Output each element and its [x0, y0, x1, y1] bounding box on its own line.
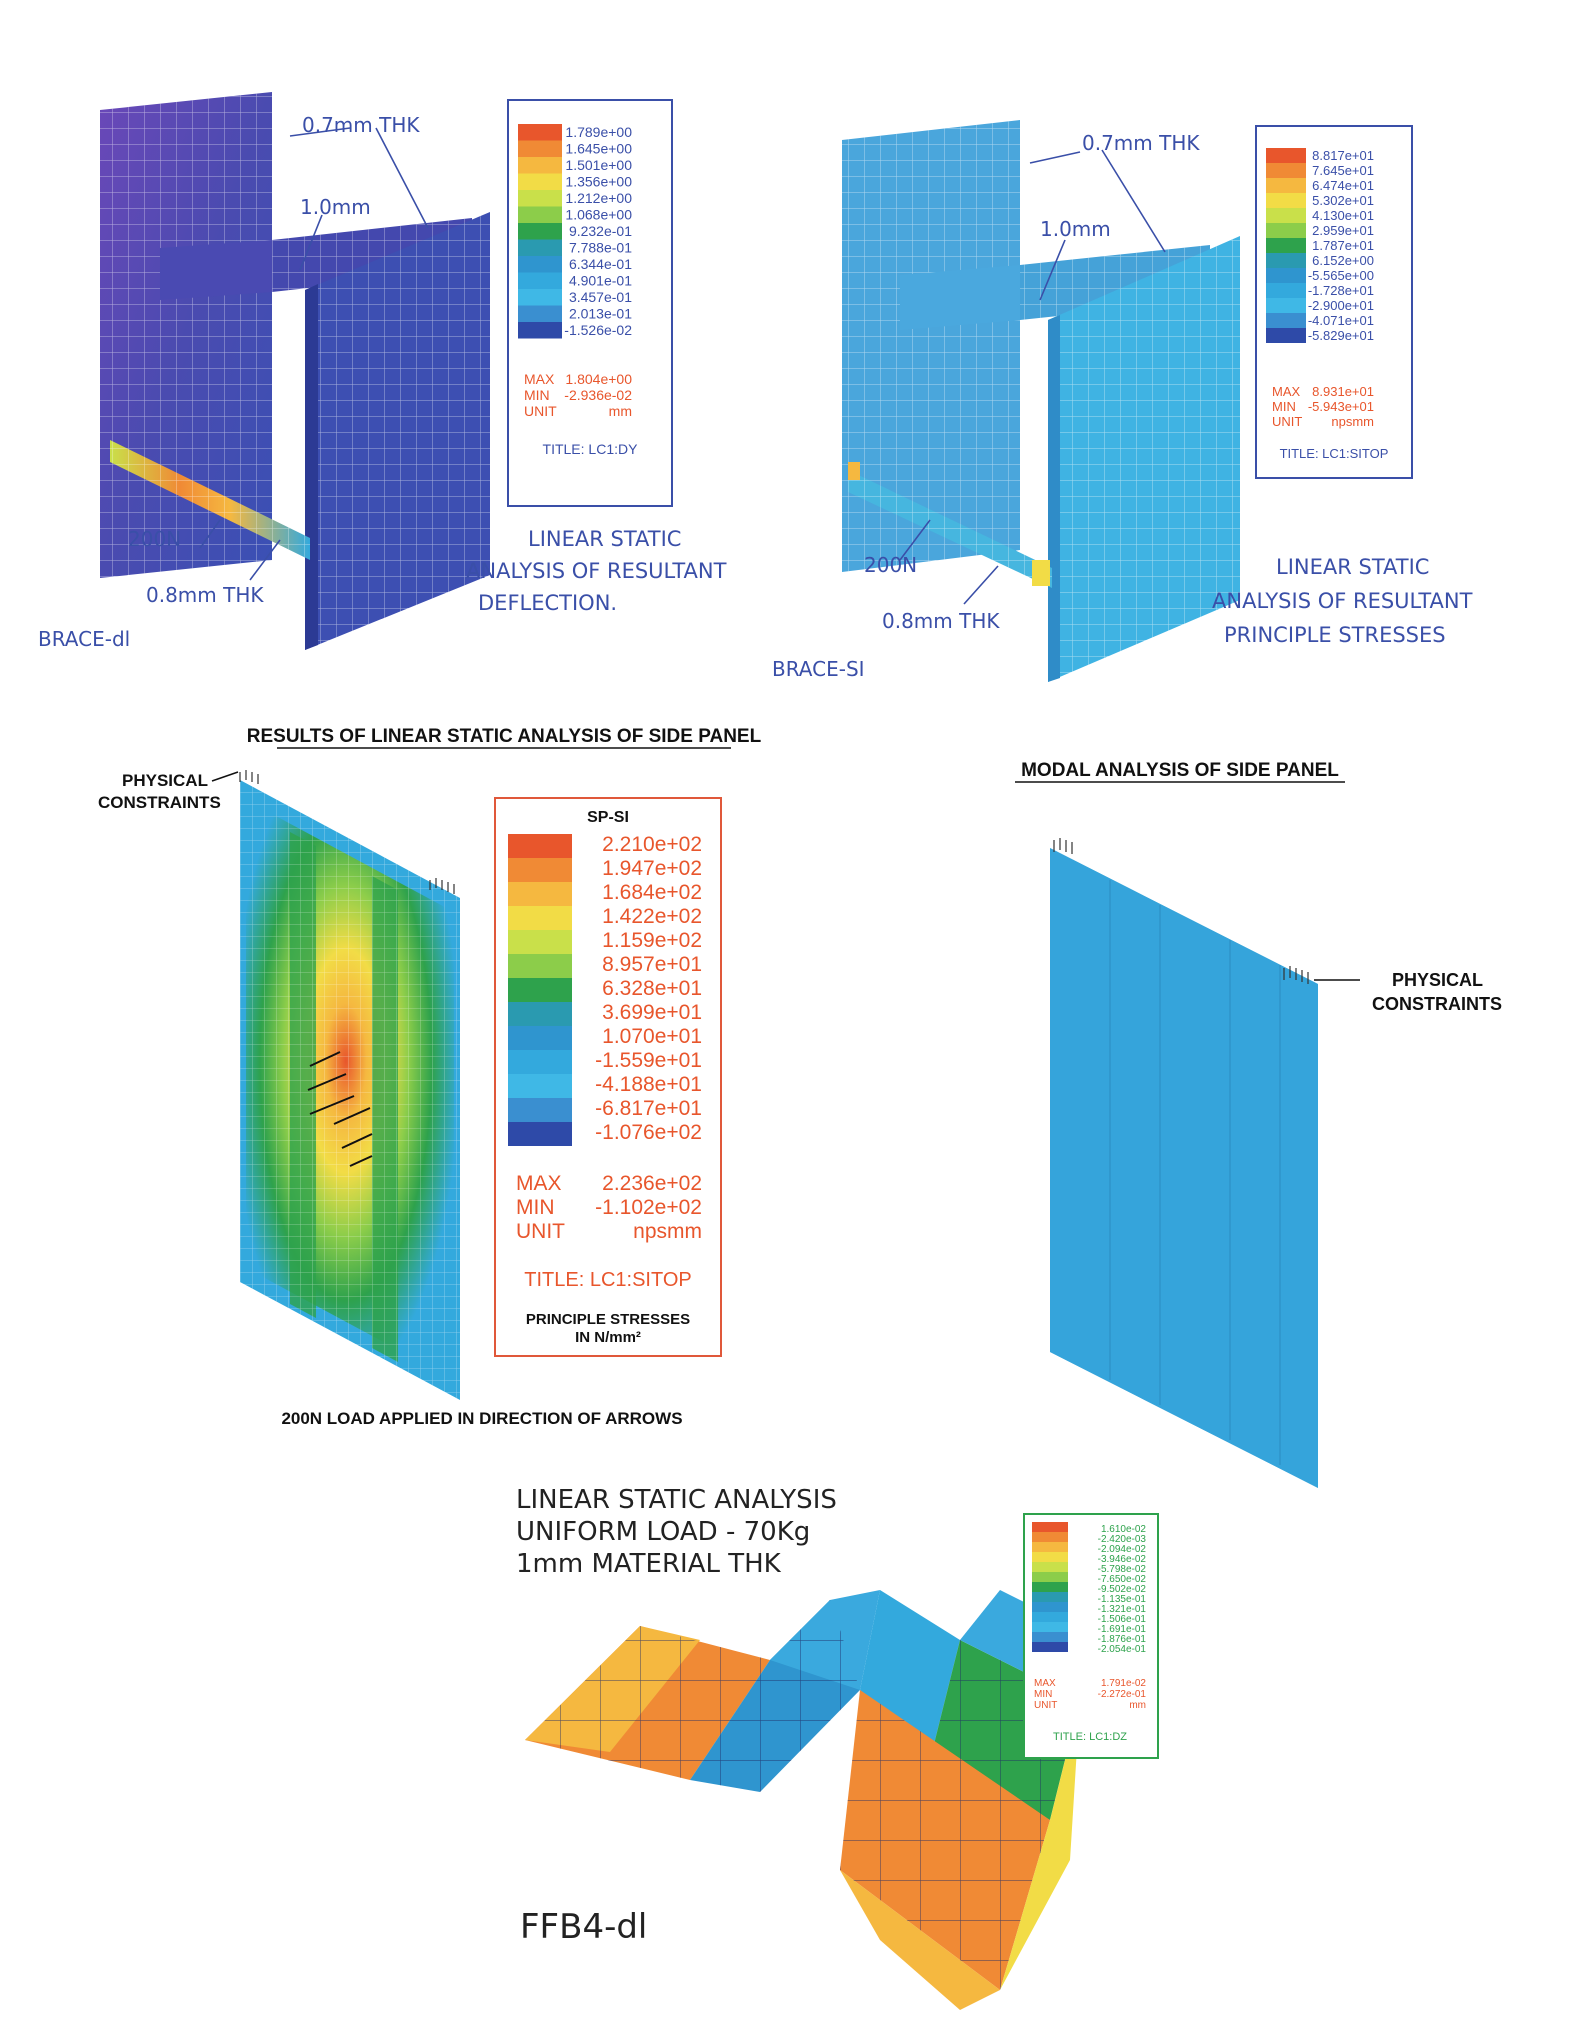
legend-swatch — [1266, 163, 1306, 178]
legend-value: 5.302e+01 — [1312, 193, 1374, 208]
caption-line-1: LINEAR STATIC ANALYSIS — [516, 1485, 837, 1515]
legend-title: TITLE: LC1:SITOP — [1279, 446, 1389, 461]
legend-value: -2.094e-02 — [1097, 1544, 1146, 1555]
color-legend-fig5 — [1024, 1514, 1158, 1758]
thk-brace-label: 0.8mm THK — [882, 609, 1000, 633]
legend-title: TITLE: LC1:DY — [542, 441, 638, 457]
legend-swatch — [1032, 1622, 1068, 1632]
legend-value: 1.070e+01 — [602, 1025, 702, 1048]
legend-value: -7.650e-02 — [1097, 1574, 1146, 1585]
legend-value: 1.610e-02 — [1100, 1524, 1146, 1535]
frame-model-stress — [842, 120, 1240, 682]
legend-title: TITLE: LC1:DZ — [1053, 1731, 1127, 1743]
figure-modal-analysis — [1015, 760, 1502, 1488]
legend-swatch — [1266, 268, 1306, 283]
legend-min-value: -2.272e-01 — [1097, 1689, 1146, 1700]
legend-swatch — [518, 207, 562, 224]
legend-swatch — [1266, 238, 1306, 253]
figure-id: BRACE-dl — [38, 627, 131, 651]
legend-min-label: MIN — [524, 387, 550, 403]
side-panel-model — [240, 770, 460, 1400]
legend-swatch — [1032, 1532, 1068, 1542]
legend-min-label: MIN — [516, 1196, 555, 1219]
legend-swatch — [1266, 253, 1306, 268]
legend-value: 3.457e-01 — [568, 289, 632, 305]
legend-note-line-2: IN N/mm² — [575, 1329, 641, 1346]
legend-swatch — [1266, 298, 1306, 313]
constraints-label-line-1: PHYSICAL — [1392, 970, 1484, 990]
caption-line-2: ANALYSIS OF RESULTANT — [466, 559, 727, 583]
legend-swatch — [1266, 178, 1306, 193]
legend-swatch — [518, 223, 562, 240]
legend-value: 3.699e+01 — [602, 1001, 702, 1024]
legend-value: 1.356e+00 — [565, 173, 632, 190]
legend-value: 1.947e+02 — [602, 857, 702, 880]
legend-value: 6.152e+00 — [1312, 253, 1374, 268]
legend-swatch — [1032, 1592, 1068, 1602]
legend-value: 9.232e-01 — [568, 223, 632, 239]
legend-value: 1.645e+00 — [565, 140, 632, 157]
constraints-label-line-1: PHYSICAL — [122, 771, 208, 790]
modal-panel-model — [1050, 838, 1318, 1488]
legend-value: -2.900e+01 — [1307, 298, 1374, 313]
figure-bracket-analysis — [516, 1485, 1158, 2010]
legend-swatch — [1266, 223, 1306, 238]
legend-swatch — [1032, 1612, 1068, 1622]
legend-value: 1.068e+00 — [565, 206, 632, 223]
legend-unit-label: UNIT — [516, 1220, 565, 1243]
legend-swatch — [508, 1002, 572, 1026]
legend-value: -2.054e-01 — [1097, 1644, 1146, 1655]
legend-swatch — [1032, 1562, 1068, 1572]
frame-model-deflection — [100, 92, 490, 650]
legend-swatch — [1032, 1582, 1068, 1592]
legend-swatch — [508, 834, 572, 858]
legend-value: -1.506e-01 — [1097, 1614, 1146, 1625]
legend-value: -1.321e-01 — [1097, 1604, 1146, 1615]
legend-value: 4.901e-01 — [568, 272, 632, 289]
legend-value: 2.013e-01 — [568, 305, 632, 322]
legend-value: -1.559e+01 — [595, 1049, 702, 1072]
legend-swatch — [508, 858, 572, 882]
load-label: 200N — [128, 527, 182, 551]
legend-max-value: 1.791e-02 — [1100, 1678, 1146, 1689]
legend-value: -4.188e+01 — [595, 1073, 702, 1096]
legend-value: 6.474e+01 — [1312, 178, 1374, 193]
legend-swatch — [518, 256, 562, 273]
legend-value: 1.787e+01 — [1312, 238, 1374, 253]
legend-value: -1.691e-01 — [1097, 1624, 1146, 1635]
caption-line-1: LINEAR STATIC — [1276, 555, 1430, 579]
legend-min-label: MIN — [1272, 399, 1296, 414]
legend-swatch — [1032, 1552, 1068, 1562]
thk-top-label: 0.7mm THK — [1082, 131, 1200, 155]
legend-note-line-1: PRINCIPLE STRESSES — [525, 1311, 691, 1328]
legend-value: -9.502e-02 — [1097, 1584, 1146, 1595]
legend-swatch — [508, 882, 572, 906]
legend-swatch — [518, 306, 562, 323]
legend-swatch — [1032, 1642, 1068, 1652]
legend-min-value: -2.936e-02 — [564, 387, 632, 403]
caption-line-2: UNIFORM LOAD - 70Kg — [516, 1517, 811, 1547]
legend-swatch — [1032, 1572, 1068, 1582]
caption-line-2: ANALYSIS OF RESULTANT — [1212, 589, 1473, 613]
legend-value: -1.876e-01 — [1097, 1634, 1146, 1645]
legend-value: -1.728e+01 — [1307, 283, 1374, 298]
legend-max-label: MAX — [524, 371, 555, 387]
thk-mid-label: 1.0mm — [300, 195, 371, 219]
legend-unit-label: UNIT — [524, 403, 557, 419]
legend-value: 7.645e+01 — [1312, 163, 1374, 178]
section-heading: RESULTS OF LINEAR STATIC ANALYSIS OF SIDE PANEL — [246, 726, 762, 747]
legend-swatch — [518, 141, 562, 158]
legend-value: 1.789e+00 — [565, 124, 632, 140]
legend-swatch — [1266, 328, 1306, 343]
legend-unit-value: mm — [1129, 1700, 1146, 1711]
legend-swatch — [1266, 313, 1306, 328]
legend-max-value: 8.931e+01 — [1312, 384, 1374, 399]
legend-swatch — [508, 954, 572, 978]
legend-swatch — [1266, 208, 1306, 223]
legend-value: -5.798e-02 — [1097, 1564, 1146, 1575]
legend-swatch — [508, 930, 572, 954]
legend-swatch — [1032, 1542, 1068, 1552]
legend-value: -1.135e-01 — [1097, 1594, 1146, 1605]
color-legend-fig1 — [508, 100, 672, 506]
legend-swatch — [518, 124, 562, 141]
legend-swatch — [508, 1122, 572, 1146]
legend-value: 7.788e-01 — [568, 239, 632, 256]
legend-max-value: 2.236e+02 — [602, 1172, 702, 1195]
legend-swatch — [1266, 148, 1306, 163]
constraints-label-line-2: CONSTRAINTS — [98, 793, 221, 812]
thk-mid-label: 1.0mm — [1040, 217, 1111, 241]
section-heading: MODAL ANALYSIS OF SIDE PANEL — [1021, 760, 1339, 781]
figure-id: FFB4-dl — [520, 1907, 648, 1947]
legend-swatch — [1032, 1632, 1068, 1642]
legend-swatch — [1266, 193, 1306, 208]
color-legend-fig3 — [495, 798, 721, 1356]
legend-value: 4.130e+01 — [1312, 208, 1374, 223]
legend-swatch — [508, 978, 572, 1002]
caption-line-3: 1mm MATERIAL THK — [516, 1549, 781, 1579]
legend-swatch — [1032, 1522, 1068, 1532]
thk-top-label: 0.7mm THK — [302, 113, 420, 137]
constraints-label-line-2: CONSTRAINTS — [1372, 994, 1502, 1014]
legend-swatch — [518, 157, 562, 174]
legend-value: -1.526e-02 — [564, 322, 632, 338]
legend-value: 2.210e+02 — [602, 833, 702, 856]
legend-unit-label: UNIT — [1034, 1700, 1058, 1711]
legend-max-value: 1.804e+00 — [565, 371, 632, 387]
caption-line-3: PRINCIPLE STRESSES — [1224, 623, 1446, 647]
legend-value: 1.684e+02 — [602, 881, 702, 904]
legend-swatch — [508, 1050, 572, 1074]
figure-id: BRACE-SI — [772, 657, 865, 681]
legend-value: 1.159e+02 — [602, 929, 702, 952]
load-label: 200N — [864, 553, 918, 577]
thk-brace-label: 0.8mm THK — [146, 583, 264, 607]
legend-value: -3.946e-02 — [1097, 1554, 1146, 1565]
legend-swatch — [518, 174, 562, 191]
legend-value: -5.565e+00 — [1307, 268, 1374, 283]
legend-value: -4.071e+01 — [1307, 313, 1374, 328]
legend-header: SP-SI — [587, 809, 629, 826]
legend-unit-label: UNIT — [1272, 414, 1303, 429]
legend-unit-value: npsmm — [1331, 414, 1374, 429]
legend-swatch — [508, 1098, 572, 1122]
legend-value: 6.328e+01 — [602, 977, 702, 1000]
legend-swatch — [508, 906, 572, 930]
legend-value: 1.212e+00 — [565, 190, 632, 206]
legend-min-label: MIN — [1034, 1689, 1053, 1700]
legend-swatch — [518, 273, 562, 290]
legend-swatch — [508, 1074, 572, 1098]
legend-value: 1.422e+02 — [602, 905, 702, 928]
legend-unit-value: npsmm — [633, 1220, 702, 1243]
legend-value: -2.420e-03 — [1097, 1534, 1146, 1545]
legend-swatch — [518, 190, 562, 207]
legend-max-label: MAX — [1034, 1678, 1056, 1689]
figure-side-panel-stress — [98, 726, 762, 1428]
figure-brace-deflection — [38, 92, 727, 651]
legend-value: 8.957e+01 — [602, 953, 702, 976]
legend-value: -5.829e+01 — [1307, 328, 1374, 343]
legend-min-value: -5.943e+01 — [1307, 399, 1374, 414]
legend-value: 1.501e+00 — [565, 157, 632, 173]
color-legend-fig2 — [1256, 126, 1412, 478]
caption-line-1: LINEAR STATIC — [528, 527, 682, 551]
legend-swatch — [518, 240, 562, 257]
legend-value: -6.817e+01 — [595, 1097, 702, 1120]
legend-swatch — [508, 1026, 572, 1050]
legend-value: -1.076e+02 — [595, 1121, 702, 1144]
legend-value: 8.817e+01 — [1312, 148, 1374, 163]
legend-title: TITLE: LC1:SITOP — [524, 1269, 692, 1291]
legend-swatch — [1266, 283, 1306, 298]
legend-min-value: -1.102e+02 — [595, 1196, 702, 1219]
figure-brace-stress — [772, 120, 1473, 682]
legend-swatch — [1032, 1602, 1068, 1612]
legend-unit-value: mm — [608, 403, 632, 419]
legend-value: 6.344e-01 — [568, 256, 632, 272]
legend-max-label: MAX — [516, 1172, 562, 1195]
caption-line-3: DEFLECTION. — [478, 591, 618, 615]
legend-swatch — [518, 322, 562, 339]
load-note: 200N LOAD APPLIED IN DIRECTION OF ARROWS — [281, 1409, 683, 1428]
legend-value: 2.959e+01 — [1312, 223, 1374, 238]
legend-max-label: MAX — [1272, 384, 1301, 399]
legend-swatch — [518, 289, 562, 306]
